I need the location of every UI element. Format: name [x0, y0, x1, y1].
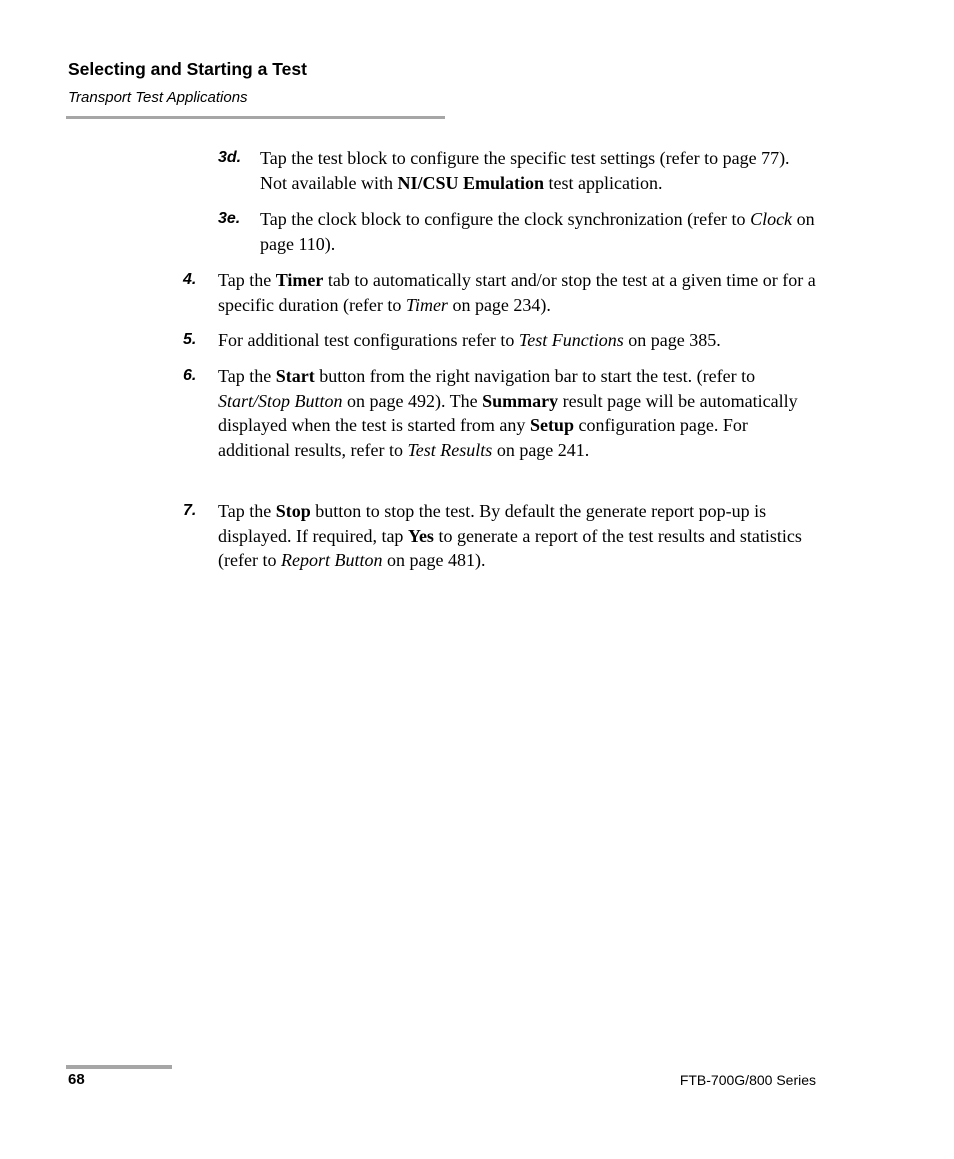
text-run: Tap the	[218, 366, 276, 386]
cross-reference: Test Functions	[518, 330, 624, 350]
text-run: on page 241.	[492, 439, 590, 460]
footer-divider	[66, 1065, 172, 1069]
cross-reference: Start/Stop Button	[218, 390, 343, 411]
page-header-subtitle: Transport Test Applications	[68, 89, 248, 106]
text-run: to generate a report of the test results and statistics (refer to	[218, 525, 802, 571]
step-number: 5.	[183, 331, 197, 348]
text-run: tab to automatically start and/or stop the test at a given time or for a specific duration (refer to	[218, 270, 816, 315]
text-run: Tap the test block to configure the specific test settings (refer to page 77). Not available with	[260, 148, 790, 193]
text-run: result page will be automatically displayed when the test is started from any	[218, 390, 798, 436]
step-text	[218, 364, 818, 462]
text-run: on page 110).	[260, 209, 815, 254]
bold-term: Yes	[407, 525, 434, 546]
cross-reference: Clock	[750, 209, 793, 229]
bold-term: Start	[275, 366, 315, 386]
text-run: on page 481).	[382, 550, 486, 571]
step-number: 4.	[183, 271, 197, 288]
cross-reference: Test Results	[407, 439, 493, 460]
step-text	[218, 328, 818, 353]
step-number: 3e.	[218, 210, 241, 227]
step-number: 3d.	[218, 149, 242, 166]
page-header-title: Selecting and Starting a Test	[68, 59, 307, 79]
text-run: on page 492). The	[342, 390, 483, 411]
text-run: Tap the	[218, 501, 276, 521]
bold-term: Stop	[275, 501, 311, 521]
step-text	[218, 268, 818, 317]
bold-term: Timer	[275, 270, 324, 290]
text-run: button to stop the test. By default the generate report pop-up is displayed. If required, tap	[218, 501, 767, 546]
cross-reference: Report Button	[280, 550, 383, 571]
step-number: 7.	[183, 502, 197, 519]
product-series: FTB-700G/800 Series	[679, 1072, 816, 1088]
step-number: 6.	[183, 367, 197, 384]
header-divider	[66, 116, 445, 119]
text-run: button from the right navigation bar to start the test. (refer to	[314, 366, 756, 386]
text-run: on page 385.	[623, 330, 721, 350]
cross-reference: Timer	[405, 294, 448, 315]
text-run: on page 234).	[447, 294, 551, 315]
text-run: For additional test configurations refer to	[218, 330, 519, 350]
bold-term: Summary	[482, 390, 559, 411]
text-run: configuration page. For additional results, refer to	[218, 415, 748, 460]
step-text	[260, 207, 818, 256]
text-run: Tap the clock block to configure the clock synchronization (refer to	[260, 209, 751, 229]
text-run: test application.	[544, 172, 663, 193]
step-text	[218, 499, 818, 573]
bold-term: Setup	[529, 415, 574, 436]
bold-term: NI/CSU Emulation	[397, 172, 544, 193]
step-text	[260, 146, 818, 195]
page-number: 68	[68, 1071, 85, 1088]
text-run: Tap the	[218, 270, 276, 290]
